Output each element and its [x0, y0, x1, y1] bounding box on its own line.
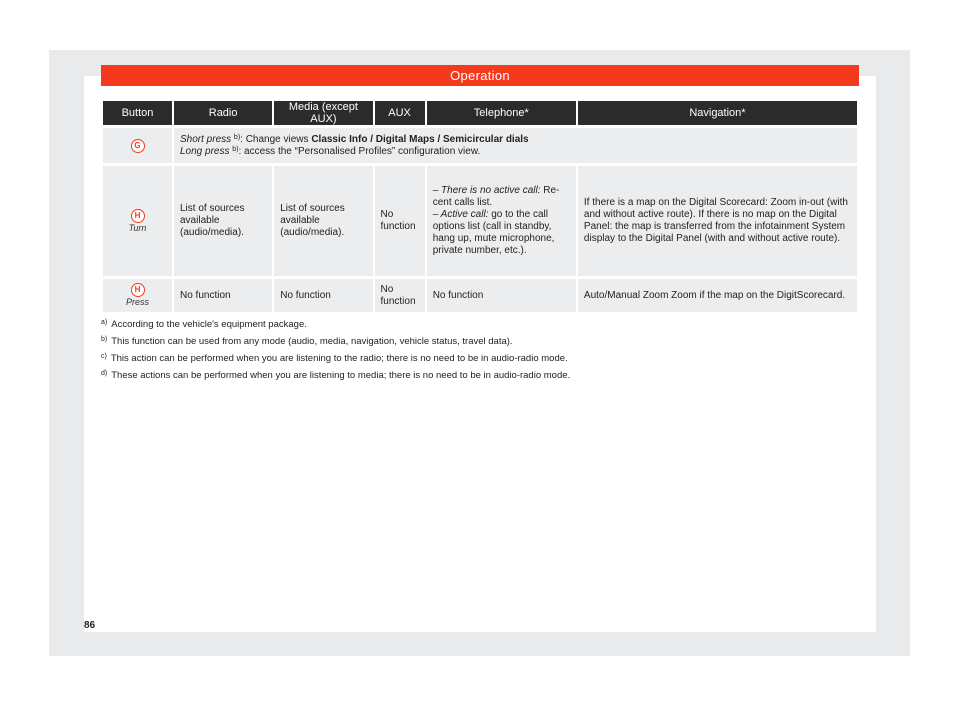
- footnote-b: $^{b)}$ This function can be used from any mode (audio, media, navigation, vehicle status, travel data).: [101, 336, 513, 347]
- section-title: Operation: [101, 65, 859, 86]
- button-cell: [103, 128, 172, 166]
- page-number: 86: [84, 620, 96, 631]
- button-g-icon: G: [131, 139, 145, 153]
- footnote-d: $^{d)}$ These actions can be performed when you are listening to media; there is no need to be in audio-radio mode.: [101, 370, 571, 381]
- navigation-cell: Auto/Manual Zoom Zoom if the map on the DigitScorecard.: [578, 279, 857, 315]
- radio-cell: List of sources available (audio/media).: [174, 166, 272, 279]
- button-h-icon: H: [131, 209, 145, 223]
- col-header-radio: Radio: [174, 101, 272, 128]
- no-call-label: – There is no active call:: [432, 185, 541, 196]
- table-row-h-turn: [103, 166, 857, 279]
- col-header-media: Media (except AUX): [274, 101, 372, 128]
- col-header-navigation: Navigation*: [578, 101, 857, 128]
- footnote-ref: b): [233, 133, 241, 141]
- button-h-icon: H: [131, 283, 145, 297]
- col-header-telephone: Telephone*: [427, 101, 576, 128]
- col-header-aux: AUX: [375, 101, 425, 128]
- row-g-description: [174, 128, 857, 166]
- media-cell: List of sources available (audio/media).: [274, 166, 372, 279]
- footnotes: [101, 318, 861, 386]
- button-cell: [103, 166, 172, 279]
- table-row-g: [103, 128, 857, 166]
- radio-cell: No function: [174, 279, 272, 315]
- long-press-label: Long press: [180, 145, 230, 157]
- long-press-text: : access the “Personalised Profiles” configuration view.: [238, 145, 481, 157]
- footnote-c: $^{c)}$ This action can be performed when you are listening to the radio; there is no need to be in audio-radio mode.: [101, 353, 568, 364]
- operation-table: [101, 101, 859, 315]
- footnote-a: $^{a)}$ According to the vehicle's equipment package.: [101, 319, 307, 330]
- active-call-text: go to the call options list (call in standby, hang up, mute microphone, private number, etc.).: [432, 209, 555, 256]
- short-press-label: Short press: [180, 133, 232, 145]
- button-cell: [103, 279, 172, 315]
- button-action: Turn: [128, 222, 147, 233]
- media-cell: No function: [274, 279, 372, 315]
- telephone-cell: [427, 166, 576, 279]
- no-call-text: Re-cent calls list.: [432, 185, 560, 208]
- table-row-h-press: [103, 279, 857, 315]
- telephone-cell: No function: [427, 279, 576, 315]
- short-press-text: : Change views: [240, 133, 312, 145]
- view-options: Classic Info / Digital Maps / Semicircular dials: [311, 133, 529, 145]
- button-action: Press: [125, 297, 149, 307]
- footnote-ref: b): [232, 145, 239, 153]
- aux-cell: No function: [375, 279, 425, 315]
- navigation-cell: If there is a map on the Digital Scorecard: Zoom in-out (with and without active route). If there is no map on the Digital Panel: the map is transferred from the infotainment System display to the Digital Panel (with and without active route).: [578, 166, 857, 279]
- active-call-label: – Active call:: [432, 209, 489, 220]
- col-header-button: Button: [103, 101, 172, 128]
- aux-cell: No function: [375, 166, 425, 279]
- table-header-row: [103, 101, 857, 128]
